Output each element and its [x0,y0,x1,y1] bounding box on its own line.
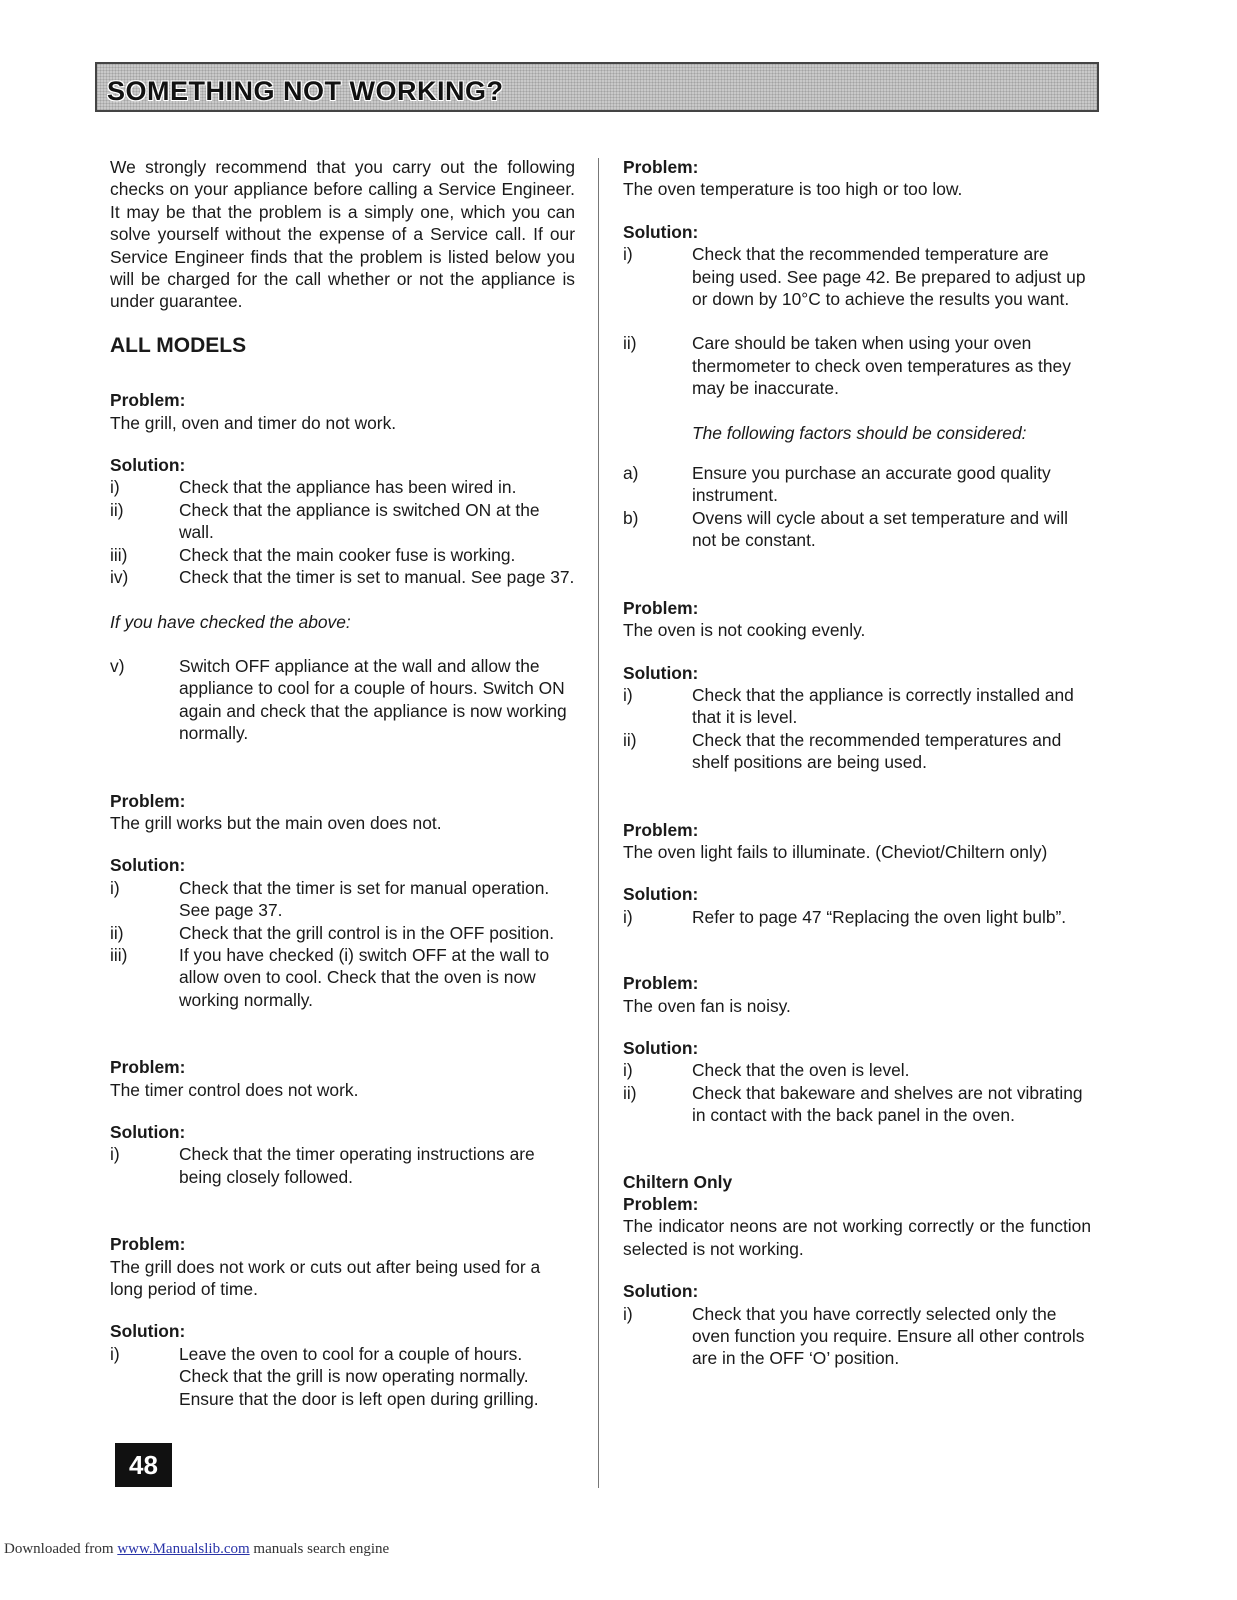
solution-block [623,1037,1091,1127]
item-text: Check that bakeware and shelves are not vibrating in contact with the back panel in the oven. [692,1082,1083,1126]
item-number: i) [623,906,633,927]
solution-label: Solution: [110,855,186,876]
solution-block [623,1280,1091,1370]
item-text: Care should be taken when using your oven thermometer to check oven temperatures as they may be inaccurate. [692,333,1071,399]
solution-item [623,684,1091,729]
note-text: The following factors should be considered: [692,422,1027,443]
problem-label: Problem: [623,819,699,840]
item-text: Check that the timer operating instructions are being closely followed. [179,1144,535,1187]
item-text: Check that you have correctly selected only the oven function you require. Ensure all other controls are in the OFF ‘O’ position. [692,1303,1085,1369]
item-number: ii) [623,333,637,354]
item-text: Check that the recommended temperatures and shelf positions are being used. [692,729,1062,773]
solution-label: Solution: [623,1037,699,1058]
item-number: ii) [623,1082,637,1103]
problem-block [623,972,1091,1017]
item-number: i) [623,684,633,705]
item-number: i) [623,1303,633,1324]
item-text: Check that the timer is set to manual. See page 37. [179,567,575,588]
manualslib-link[interactable]: www.Manualslib.com [117,1541,250,1557]
problem-label: Problem: [110,790,186,811]
solution-item [623,906,1091,928]
item-text: Check that the recommended temperature are being used. See page 42. Be prepared to adjust up or down by 10°C to achieve the results you want. [692,244,1086,310]
problem-label: Problem: [623,1194,699,1214]
solution-label: Solution: [110,1122,186,1142]
item-number: a) [623,463,639,484]
solution-item [623,243,1091,310]
solution-block [623,221,1091,552]
intro-paragraph: We strongly recommend that you carry out the following checks on your appliance before calling a Service Engineer. It may be that the problem is a simply one, which you can solve yourself without the expense of a Service call. If our Service Engineer finds that the problem is listed below you will be charged for the call whether or not the appliance is under guarantee. [110,157,575,312]
solution-label: Solution: [110,1321,186,1342]
problem-block [110,790,575,835]
problem-block [110,389,575,434]
item-number: v) [110,655,125,676]
problem-block [623,1171,1091,1261]
solution-item [110,1143,575,1188]
solution-label: Solution: [623,221,699,242]
item-text: Ovens will cycle about a set temperature and will not be constant. [692,507,1069,551]
solution-block [110,1320,575,1410]
solution-block [110,854,575,1011]
footer-suffix: manuals search engine [249,1541,390,1557]
problem-text: The oven is not cooking evenly. [623,620,866,641]
item-number: iii) [110,944,128,965]
factor-item [623,507,1091,552]
solution-block [110,1121,575,1188]
solution-item [110,877,575,922]
item-number: iv) [110,567,129,588]
item-number: i) [623,1060,633,1081]
problem-label: Problem: [623,597,699,618]
factor-item [623,462,1091,507]
item-number: i) [110,1144,120,1165]
problem-block [110,1056,575,1101]
item-text: Check that the main cooker fuse is working. [179,544,516,565]
page-title: SOMETHING NOT WORKING? [107,76,504,106]
model-subtitle: Chiltern Only [623,1171,733,1192]
problem-text: The indicator neons are not working correctly or the function selected is not working. [623,1216,1091,1259]
item-number: ii) [110,499,124,520]
item-number: iii) [110,544,128,565]
problem-text: The oven fan is noisy. [623,995,791,1016]
solution-block [623,662,1091,774]
problem-label: Problem: [110,390,186,411]
problem-text: The grill, oven and timer do not work. [110,412,397,433]
item-text: If you have checked (i) switch OFF at the wall to allow oven to cool. Check that the oven is now working normally. [179,944,550,1010]
solution-item [623,729,1091,774]
solution-item [623,1059,1091,1081]
problem-block [623,819,1091,864]
solution-item [110,499,575,544]
item-number: ii) [623,729,637,750]
item-text: Check that the appliance has been wired in. [179,477,517,498]
solution-item [110,922,575,944]
solution-item [110,944,575,1011]
problem-text: The timer control does not work. [110,1079,359,1100]
item-number: i) [110,877,120,898]
problem-text: The oven temperature is too high or too low. [623,179,963,200]
item-text: Check that the grill control is in the OFF position. [179,922,555,943]
item-text: Check that the appliance is correctly installed and that it is level. [692,684,1074,728]
page-header-banner [95,62,1099,112]
solution-block [623,883,1091,928]
column-divider [598,158,599,1488]
problem-block [110,1233,575,1300]
solution-item [110,655,575,745]
solution-block [110,454,575,744]
right-column [623,156,1091,1370]
item-number: i) [110,477,120,498]
solution-item [110,566,575,588]
problem-block [623,156,1091,201]
item-text: Check that the timer is set for manual operation. See page 37. [179,877,550,921]
solution-item [110,544,575,566]
problem-text: The grill does not work or cuts out after being used for a long period of time. [110,1256,541,1300]
item-number: ii) [110,922,124,943]
solution-item [110,1343,575,1410]
footer-prefix: Downloaded from [4,1541,118,1557]
item-text: Check that the appliance is switched ON at the wall. [179,499,540,543]
solution-item [623,332,1091,399]
item-number: b) [623,507,639,528]
problem-label: Problem: [110,1057,186,1078]
section-title: ALL MODELS [110,333,247,357]
solution-item [623,1303,1091,1370]
item-text: Switch OFF appliance at the wall and allow the appliance to cool for a couple of hours. Switch ON again and check that the appliance is now working normally. [179,655,567,744]
problem-label: Problem: [110,1234,186,1255]
solution-label: Solution: [623,662,699,683]
solution-label: Solution: [623,884,699,905]
solution-label: Solution: [110,455,186,476]
problem-block [623,597,1091,642]
problem-text: The oven light fails to illuminate. (Cheviot/Chiltern only) [623,841,1048,862]
download-footer [4,1541,389,1558]
item-text: Check that the oven is level. [692,1060,910,1081]
problem-text: The grill works but the main oven does not. [110,812,442,833]
note-text: If you have checked the above: [110,611,351,632]
item-text: Ensure you purchase an accurate good quality instrument. [692,463,1051,506]
solution-label: Solution: [623,1281,699,1302]
item-number: i) [110,1343,120,1364]
page-number: 48 [115,1443,172,1487]
left-column [110,156,575,1410]
item-text: Refer to page 47 “Replacing the oven light bulb”. [692,906,1067,927]
solution-item [623,1082,1091,1127]
item-text: Leave the oven to cool for a couple of hours. Check that the grill is now operating normally. Ensure that the door is left open during grilling. [179,1343,539,1409]
item-number: i) [623,244,633,265]
solution-item [110,476,575,498]
problem-label: Problem: [623,973,699,994]
problem-label: Problem: [623,157,699,177]
